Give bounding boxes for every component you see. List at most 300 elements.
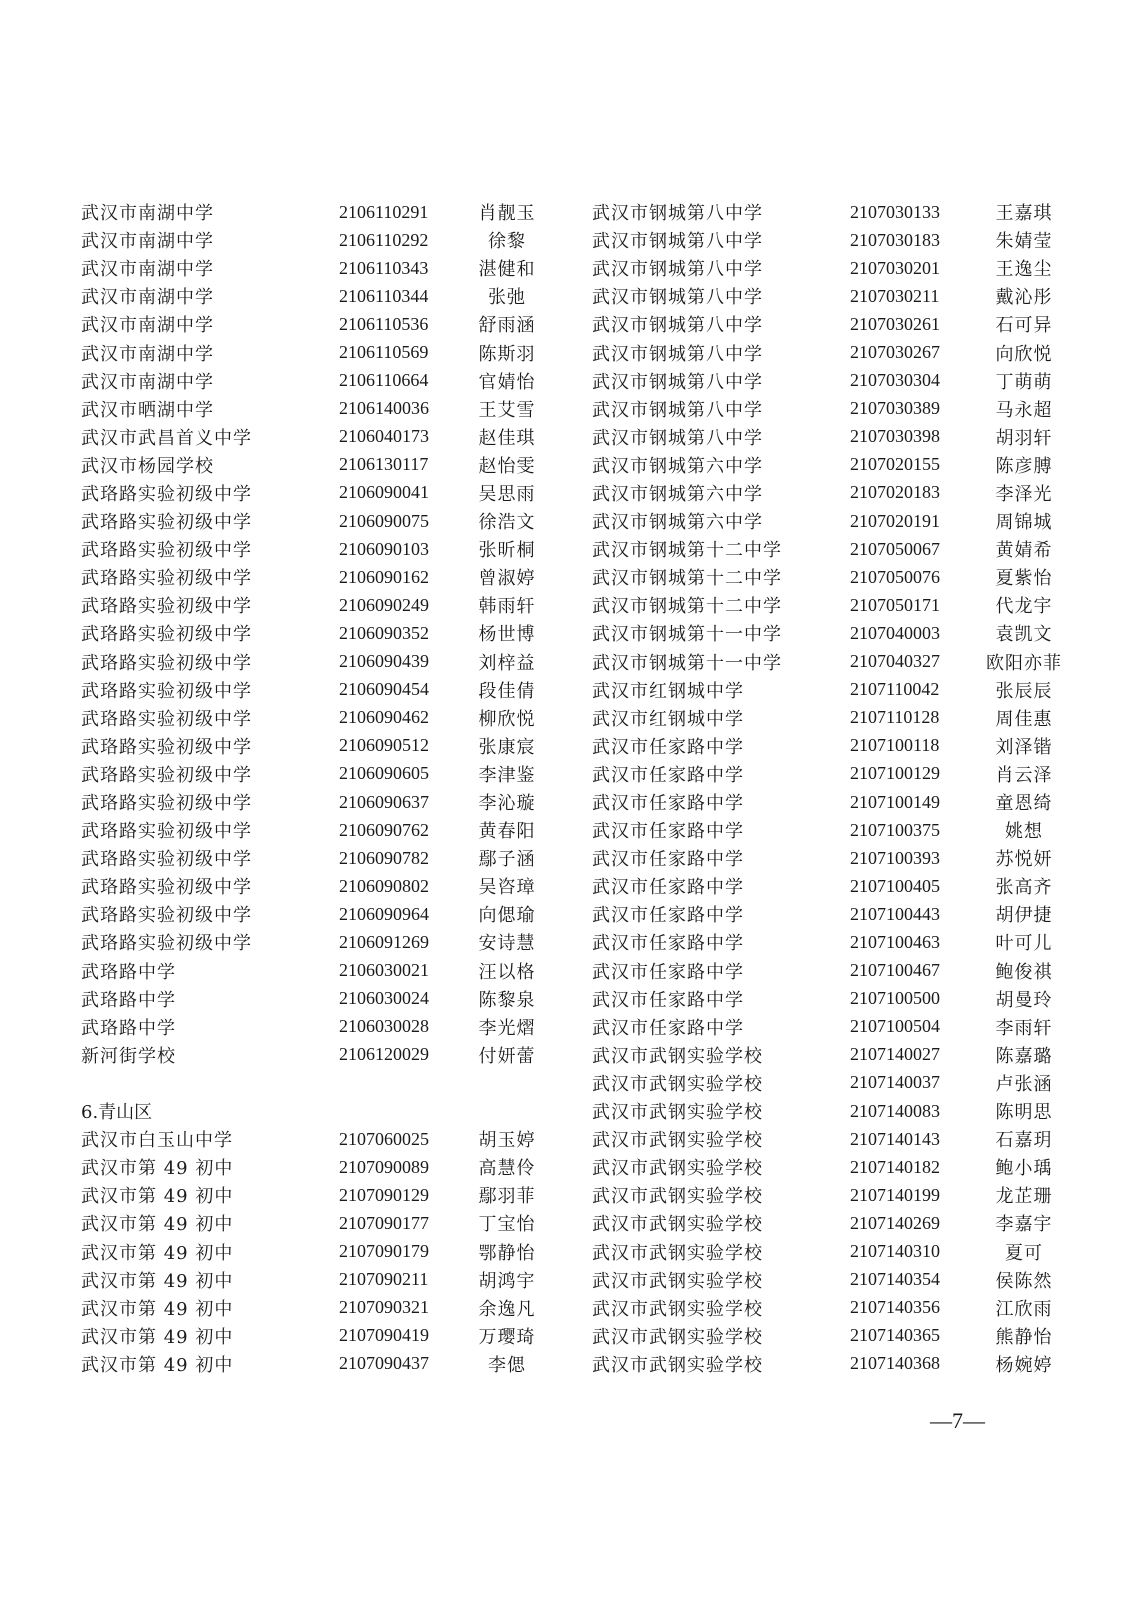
student-name-cell: 童恩绮: [995, 793, 1053, 815]
school-name-cell: 武汉市南湖中学: [81, 259, 214, 281]
table-row: [592, 1237, 1072, 1265]
school-name-cell: 武汉市任家路中学: [592, 989, 744, 1011]
student-code-cell: 2107050067: [850, 538, 940, 559]
student-code-cell: 2107090419: [339, 1325, 429, 1346]
table-row: [81, 957, 551, 985]
table-row: [81, 760, 551, 788]
student-name-cell: 李雨轩: [995, 1017, 1053, 1039]
table-row: [592, 451, 1072, 479]
student-name-cell: 鄂静怡: [478, 1242, 536, 1264]
table-row: [592, 1266, 1072, 1294]
table-row: [81, 872, 551, 900]
school-name-cell: 武汉市钢城第六中学: [592, 483, 763, 505]
table-row: [81, 844, 551, 872]
school-name-cell: 武汉市南湖中学: [81, 287, 214, 309]
student-name-cell: 夏紫怡: [995, 568, 1053, 590]
student-name-cell: 丁萌萌: [995, 371, 1053, 393]
student-code-cell: 2107100375: [850, 819, 940, 840]
student-name-cell: 赵怡雯: [478, 455, 536, 477]
student-code-cell: 2107100393: [850, 847, 940, 868]
student-name-cell: 胡鸿宇: [478, 1270, 536, 1292]
student-name-cell: 江欣雨: [995, 1298, 1053, 1320]
student-name-cell: 官婧怡: [478, 371, 536, 393]
student-code-cell: 2107090179: [339, 1241, 429, 1262]
school-name-cell: 武汉市第 49 初中: [81, 1298, 234, 1320]
student-name-cell: 杨世博: [478, 624, 536, 646]
student-name-cell: 姚想: [1005, 821, 1043, 843]
table-row: [592, 198, 1072, 226]
student-name-cell: 朱婧莹: [995, 231, 1053, 253]
school-name-cell: 武汉市钢城第十一中学: [592, 652, 782, 674]
student-name-cell: 徐浩文: [478, 512, 536, 534]
student-code-cell: 2106090075: [339, 510, 429, 531]
table-row: [592, 591, 1072, 619]
student-code-cell: 2107030211: [850, 285, 940, 306]
table-row: [592, 254, 1072, 282]
school-name-cell: 武珞路实验初级中学: [81, 680, 252, 702]
student-name-cell: 柳欣悦: [478, 708, 536, 730]
school-name-cell: 武汉市南湖中学: [81, 371, 214, 393]
student-code-cell: 2106110664: [339, 370, 429, 391]
student-name-cell: 陈明思: [995, 1102, 1053, 1124]
student-code-cell: 2107140310: [850, 1241, 940, 1262]
student-code-cell: 2106110344: [339, 285, 429, 306]
student-code-cell: 2107100467: [850, 960, 940, 981]
right-list: [592, 198, 1072, 1378]
section-spacer: [81, 1069, 551, 1097]
student-code-cell: 2106130117: [339, 454, 429, 475]
school-name-cell: 武珞路实验初级中学: [81, 849, 252, 871]
student-code-cell: 2107140354: [850, 1269, 940, 1290]
school-name-cell: 武珞路实验初级中学: [81, 568, 252, 590]
student-code-cell: 2107100118: [850, 735, 940, 756]
table-row: [592, 479, 1072, 507]
table-row: [81, 1322, 551, 1350]
left-list-group1: [81, 198, 551, 1069]
school-name-cell: 武汉市钢城第八中学: [592, 399, 763, 421]
student-code-cell: 2107100500: [850, 988, 940, 1009]
school-name-cell: 武汉市杨园学校: [81, 455, 214, 477]
table-row: [592, 648, 1072, 676]
student-name-cell: 王艾雪: [478, 399, 536, 421]
student-name-cell: 袁凯文: [995, 624, 1053, 646]
student-code-cell: 2107090437: [339, 1353, 429, 1374]
student-name-cell: 韩雨轩: [478, 596, 536, 618]
student-code-cell: 2107040327: [850, 651, 940, 672]
student-name-cell: 安诗慧: [478, 933, 536, 955]
student-name-cell: 李偲: [488, 1354, 526, 1376]
school-name-cell: 武汉市第 49 初中: [81, 1354, 234, 1376]
student-name-cell: 鄢羽菲: [478, 1186, 536, 1208]
student-code-cell: 2106110291: [339, 201, 429, 222]
student-name-cell: 李沁璇: [478, 793, 536, 815]
student-name-cell: 余逸凡: [478, 1298, 536, 1320]
school-name-cell: 武珞路实验初级中学: [81, 483, 252, 505]
table-row: [81, 254, 551, 282]
student-code-cell: 2106090352: [339, 622, 429, 643]
table-row: [81, 1209, 551, 1237]
table-row: [81, 395, 551, 423]
student-name-cell: 鲍小瑀: [995, 1158, 1053, 1180]
student-name-cell: 黄婧希: [995, 540, 1053, 562]
school-name-cell: 武珞路中学: [81, 961, 176, 983]
school-name-cell: 武汉市武钢实验学校: [592, 1158, 763, 1180]
table-row: [81, 732, 551, 760]
student-code-cell: 2107020183: [850, 482, 940, 503]
student-name-cell: 杨婉婷: [995, 1354, 1053, 1376]
school-name-cell: 武汉市红钢城中学: [592, 708, 744, 730]
table-row: [81, 1013, 551, 1041]
table-row: [592, 1209, 1072, 1237]
table-row: [81, 1125, 551, 1153]
student-name-cell: 胡伊捷: [995, 905, 1053, 927]
student-name-cell: 赵佳琪: [478, 427, 536, 449]
school-name-cell: 武珞路实验初级中学: [81, 821, 252, 843]
student-code-cell: 2106090782: [339, 847, 429, 868]
student-code-cell: 2106030028: [339, 1016, 429, 1037]
student-name-cell: 胡曼玲: [995, 989, 1053, 1011]
table-row: [81, 282, 551, 310]
school-name-cell: 武珞路实验初级中学: [81, 877, 252, 899]
table-row: [592, 1125, 1072, 1153]
school-name-cell: 武汉市任家路中学: [592, 1017, 744, 1039]
student-name-cell: 陈嘉璐: [995, 1045, 1053, 1067]
student-code-cell: 2107140083: [850, 1100, 940, 1121]
school-name-cell: 武汉市钢城第六中学: [592, 512, 763, 534]
student-code-cell: 2107030201: [850, 257, 940, 278]
school-name-cell: 武汉市第 49 初中: [81, 1186, 234, 1208]
student-code-cell: 2107100443: [850, 903, 940, 924]
student-code-cell: 2107050171: [850, 594, 940, 615]
student-name-cell: 舒雨涵: [478, 315, 536, 337]
student-code-cell: 2107040003: [850, 622, 940, 643]
school-name-cell: 武珞路实验初级中学: [81, 624, 252, 646]
table-row: [81, 1153, 551, 1181]
school-name-cell: 武珞路中学: [81, 1017, 176, 1039]
school-name-cell: 武汉市任家路中学: [592, 849, 744, 871]
table-row: [592, 1350, 1072, 1378]
table-row: [81, 1266, 551, 1294]
student-code-cell: 2106090462: [339, 707, 429, 728]
section-title-qingshan: 6.青山区: [81, 1102, 153, 1124]
student-code-cell: 2107020155: [850, 454, 940, 475]
student-code-cell: 2106140036: [339, 398, 429, 419]
student-code-cell: 2106090964: [339, 903, 429, 924]
student-name-cell: 胡玉婷: [478, 1130, 536, 1152]
table-row: [81, 816, 551, 844]
school-name-cell: 武汉市钢城第十二中学: [592, 568, 782, 590]
school-name-cell: 武汉市武钢实验学校: [592, 1045, 763, 1067]
student-code-cell: 2107050076: [850, 566, 940, 587]
school-name-cell: 武汉市钢城第六中学: [592, 455, 763, 477]
student-code-cell: 2107140199: [850, 1184, 940, 1205]
table-row: [592, 619, 1072, 647]
school-name-cell: 武汉市钢城第八中学: [592, 203, 763, 225]
school-name-cell: 武汉市武钢实验学校: [592, 1242, 763, 1264]
table-row: [81, 479, 551, 507]
table-row: [592, 507, 1072, 535]
student-name-cell: 马永超: [995, 399, 1053, 421]
student-code-cell: 2106110569: [339, 342, 429, 363]
school-name-cell: 武汉市晒湖中学: [81, 399, 214, 421]
table-row: [81, 985, 551, 1013]
student-code-cell: 2107030389: [850, 398, 940, 419]
student-code-cell: 2106090802: [339, 875, 429, 896]
student-code-cell: 2107090129: [339, 1184, 429, 1205]
student-code-cell: 2106030021: [339, 960, 429, 981]
school-name-cell: 武珞路实验初级中学: [81, 596, 252, 618]
table-row: [592, 788, 1072, 816]
student-name-cell: 吴思雨: [478, 483, 536, 505]
table-row: [592, 872, 1072, 900]
student-code-cell: 2107030267: [850, 342, 940, 363]
table-row: [592, 928, 1072, 956]
table-row: [592, 395, 1072, 423]
table-row: [592, 1153, 1072, 1181]
school-name-cell: 武珞路实验初级中学: [81, 540, 252, 562]
table-row: [592, 760, 1072, 788]
table-row: [592, 1294, 1072, 1322]
school-name-cell: 武汉市钢城第八中学: [592, 259, 763, 281]
school-name-cell: 武汉市南湖中学: [81, 343, 214, 365]
table-row: [81, 704, 551, 732]
school-name-cell: 武汉市任家路中学: [592, 877, 744, 899]
student-name-cell: 叶可儿: [995, 933, 1053, 955]
school-name-cell: 武汉市钢城第八中学: [592, 343, 763, 365]
table-row: [592, 1322, 1072, 1350]
student-name-cell: 肖靓玉: [478, 203, 536, 225]
table-row: [81, 451, 551, 479]
table-row: [592, 1069, 1072, 1097]
table-row: [81, 1294, 551, 1322]
table-row: [81, 535, 551, 563]
school-name-cell: 武珞路实验初级中学: [81, 652, 252, 674]
student-name-cell: 高慧伶: [478, 1158, 536, 1180]
student-name-cell: 卢张涵: [995, 1073, 1053, 1095]
school-name-cell: 武汉市武钢实验学校: [592, 1326, 763, 1348]
student-name-cell: 周佳惠: [995, 708, 1053, 730]
table-row: [592, 1181, 1072, 1209]
student-name-cell: 万璎琦: [478, 1326, 536, 1348]
table-row: [592, 226, 1072, 254]
student-name-cell: 陈斯羽: [478, 343, 536, 365]
table-row: [81, 423, 551, 451]
school-name-cell: 武汉市南湖中学: [81, 203, 214, 225]
student-name-cell: 熊静怡: [995, 1326, 1053, 1348]
school-name-cell: 武珞路实验初级中学: [81, 933, 252, 955]
table-row: [592, 338, 1072, 366]
school-name-cell: 新河街学校: [81, 1045, 176, 1067]
student-name-cell: 李津鉴: [478, 764, 536, 786]
student-code-cell: 2107100405: [850, 875, 940, 896]
student-code-cell: 2107140182: [850, 1156, 940, 1177]
table-row: [592, 676, 1072, 704]
school-name-cell: 武汉市任家路中学: [592, 933, 744, 955]
school-name-cell: 武珞路实验初级中学: [81, 793, 252, 815]
student-name-cell: 吴咨璋: [478, 877, 536, 899]
table-row: [592, 900, 1072, 928]
student-name-cell: 张弛: [488, 287, 526, 309]
table-row: [592, 367, 1072, 395]
student-code-cell: 2107090211: [339, 1269, 429, 1290]
student-code-cell: 2107030183: [850, 229, 940, 250]
school-name-cell: 武汉市钢城第八中学: [592, 287, 763, 309]
student-code-cell: 2106090637: [339, 791, 429, 812]
school-name-cell: 武汉市武钢实验学校: [592, 1186, 763, 1208]
student-name-cell: 周锦城: [995, 512, 1053, 534]
school-name-cell: 武珞路实验初级中学: [81, 708, 252, 730]
school-name-cell: 武汉市钢城第十二中学: [592, 596, 782, 618]
student-code-cell: 2107020191: [850, 510, 940, 531]
student-code-cell: 2106110292: [339, 229, 429, 250]
school-name-cell: 武汉市第 49 初中: [81, 1158, 234, 1180]
student-name-cell: 湛健和: [478, 259, 536, 281]
table-row: [81, 591, 551, 619]
student-name-cell: 李光熠: [478, 1017, 536, 1039]
table-row: [592, 816, 1072, 844]
school-name-cell: 武汉市武钢实验学校: [592, 1270, 763, 1292]
student-name-cell: 王逸尘: [995, 259, 1053, 281]
school-name-cell: 武汉市任家路中学: [592, 905, 744, 927]
student-name-cell: 汪以格: [478, 961, 536, 983]
student-code-cell: 2106040173: [339, 426, 429, 447]
student-name-cell: 肖云泽: [995, 764, 1053, 786]
student-name-cell: 向偲瑜: [478, 905, 536, 927]
student-name-cell: 鄢子涵: [478, 849, 536, 871]
school-name-cell: 武汉市钢城第八中学: [592, 231, 763, 253]
student-code-cell: 2107090177: [339, 1212, 429, 1233]
left-column: [81, 198, 551, 1378]
page-number: —7—: [930, 1408, 985, 1433]
table-row: [81, 310, 551, 338]
table-row: [81, 1181, 551, 1209]
school-name-cell: 武汉市钢城第八中学: [592, 315, 763, 337]
table-row: [81, 367, 551, 395]
student-code-cell: 2106030024: [339, 988, 429, 1009]
school-name-cell: 武珞路实验初级中学: [81, 512, 252, 534]
student-code-cell: 2106090249: [339, 594, 429, 615]
school-name-cell: 武汉市第 49 初中: [81, 1242, 234, 1264]
table-row: [592, 282, 1072, 310]
student-name-cell: 段佳倩: [478, 680, 536, 702]
student-name-cell: 陈黎泉: [478, 989, 536, 1011]
school-name-cell: 武汉市任家路中学: [592, 961, 744, 983]
school-name-cell: 武汉市武钢实验学校: [592, 1214, 763, 1236]
student-name-cell: 向欣悦: [995, 343, 1053, 365]
table-row: [81, 563, 551, 591]
student-code-cell: 2107100504: [850, 1016, 940, 1037]
student-code-cell: 2107100463: [850, 931, 940, 952]
student-name-cell: 黄春阳: [478, 821, 536, 843]
student-name-cell: 戴沁彤: [995, 287, 1053, 309]
student-name-cell: 夏可: [1005, 1242, 1043, 1264]
student-code-cell: 2107110042: [850, 679, 940, 700]
right-column: [592, 198, 1072, 1378]
school-name-cell: 武汉市武钢实验学校: [592, 1354, 763, 1376]
school-name-cell: 武汉市武钢实验学校: [592, 1298, 763, 1320]
table-row: [81, 788, 551, 816]
school-name-cell: 武珞路实验初级中学: [81, 764, 252, 786]
student-code-cell: 2106090762: [339, 819, 429, 840]
student-code-cell: 2107140037: [850, 1072, 940, 1093]
student-name-cell: 张辰辰: [995, 680, 1053, 702]
school-name-cell: 武汉市第 49 初中: [81, 1270, 234, 1292]
student-code-cell: 2107110128: [850, 707, 940, 728]
student-code-cell: 2106090605: [339, 763, 429, 784]
school-name-cell: 武汉市任家路中学: [592, 821, 744, 843]
school-name-cell: 武汉市南湖中学: [81, 231, 214, 253]
table-row: [592, 957, 1072, 985]
school-name-cell: 武汉市钢城第十二中学: [592, 540, 782, 562]
table-row: [81, 676, 551, 704]
student-name-cell: 龙芷珊: [995, 1186, 1053, 1208]
table-row: [81, 900, 551, 928]
school-name-cell: 武汉市任家路中学: [592, 764, 744, 786]
table-row: [592, 423, 1072, 451]
student-name-cell: 王嘉琪: [995, 203, 1053, 225]
student-name-cell: 石可异: [995, 315, 1053, 337]
student-name-cell: 曾淑婷: [478, 568, 536, 590]
table-row: [81, 1237, 551, 1265]
student-code-cell: 2107090089: [339, 1156, 429, 1177]
student-code-cell: 2107140143: [850, 1128, 940, 1149]
table-row: [592, 732, 1072, 760]
school-name-cell: 武汉市任家路中学: [592, 736, 744, 758]
student-code-cell: 2107100129: [850, 763, 940, 784]
student-code-cell: 2107030398: [850, 426, 940, 447]
student-name-cell: 刘梓益: [478, 652, 536, 674]
table-row: [592, 1013, 1072, 1041]
table-row: [81, 648, 551, 676]
student-code-cell: 2107140365: [850, 1325, 940, 1346]
student-code-cell: 2106120029: [339, 1044, 429, 1065]
student-code-cell: 2106110343: [339, 257, 429, 278]
school-name-cell: 武汉市武钢实验学校: [592, 1130, 763, 1152]
school-name-cell: 武汉市钢城第八中学: [592, 371, 763, 393]
table-row: [592, 310, 1072, 338]
student-name-cell: 鲍俊祺: [995, 961, 1053, 983]
school-name-cell: 武汉市钢城第八中学: [592, 427, 763, 449]
table-row: [592, 985, 1072, 1013]
student-code-cell: 2107140356: [850, 1297, 940, 1318]
table-row: [592, 535, 1072, 563]
student-name-cell: 张高齐: [995, 877, 1053, 899]
student-name-cell: 李嘉宇: [995, 1214, 1053, 1236]
student-name-cell: 苏悦妍: [995, 849, 1053, 871]
student-name-cell: 刘泽锴: [995, 736, 1053, 758]
table-row: [81, 619, 551, 647]
student-code-cell: 2107030304: [850, 370, 940, 391]
student-name-cell: 陈彦膊: [995, 455, 1053, 477]
student-code-cell: 2107140368: [850, 1353, 940, 1374]
table-row: [81, 226, 551, 254]
student-name-cell: 徐黎: [488, 231, 526, 253]
student-name-cell: 胡羽轩: [995, 427, 1053, 449]
table-row: [592, 844, 1072, 872]
table-row: [592, 563, 1072, 591]
student-code-cell: 2106090454: [339, 679, 429, 700]
school-name-cell: 武珞路中学: [81, 989, 176, 1011]
student-code-cell: 2106110536: [339, 313, 429, 334]
student-name-cell: 张康宸: [478, 736, 536, 758]
student-code-cell: 2106090512: [339, 735, 429, 756]
student-name-cell: 石嘉玥: [995, 1130, 1053, 1152]
student-name-cell: 付妍蕾: [478, 1045, 536, 1067]
school-name-cell: 武汉市第 49 初中: [81, 1214, 234, 1236]
student-code-cell: 2107100149: [850, 791, 940, 812]
table-row: [592, 1097, 1072, 1125]
student-code-cell: 2107030261: [850, 313, 940, 334]
